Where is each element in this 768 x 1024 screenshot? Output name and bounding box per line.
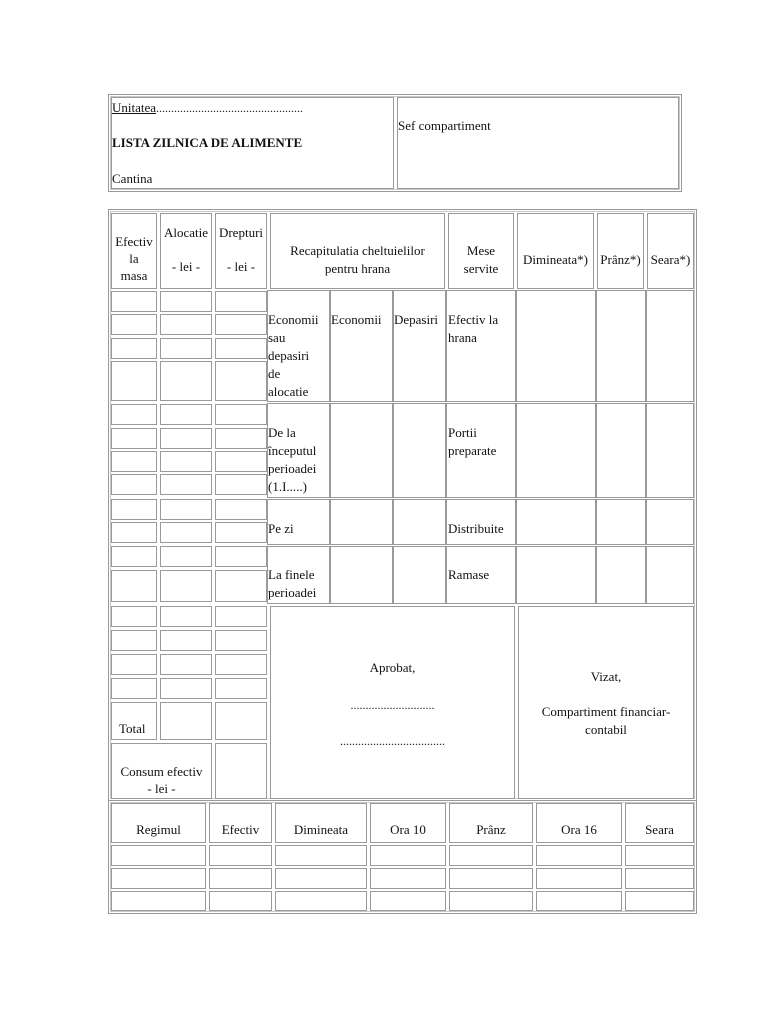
regim-cell <box>275 868 367 889</box>
recap-depasiri <box>393 290 446 402</box>
regim-header-label: Regimul <box>136 822 181 837</box>
grid-cell <box>111 291 157 312</box>
regim-cell <box>449 891 533 911</box>
grid-cell <box>215 291 267 312</box>
grid-cell <box>111 314 157 335</box>
recap-finele-text: La finele perioadei <box>268 567 317 600</box>
regim-cell <box>209 845 272 866</box>
th-efectiv-text: Efectiv la masa <box>115 234 153 283</box>
row2-dimineata <box>516 403 596 498</box>
regim-header-label: Prânz <box>476 822 506 837</box>
regim-cell <box>536 845 622 866</box>
recap-inceput-text: De la începutul perioadei (1.I.....) <box>268 425 317 494</box>
grid-cell <box>111 474 157 495</box>
th-pranz-text: Prânz*) <box>600 252 641 267</box>
row4-seara <box>646 546 694 604</box>
regim-cell <box>111 868 206 889</box>
row2-seara <box>646 403 694 498</box>
grid-cell <box>160 291 212 312</box>
recap-inceput-depasiri <box>393 403 446 498</box>
grid-cell <box>111 606 157 627</box>
regim-cell <box>370 868 446 889</box>
row3-seara <box>646 499 694 545</box>
row3-pranz <box>596 499 646 545</box>
regim-cell <box>370 845 446 866</box>
grid-cell <box>215 338 267 359</box>
regim-cell <box>209 891 272 911</box>
regim-cell <box>111 845 206 866</box>
grid-cell <box>215 678 267 699</box>
regim-header-label: Ora 10 <box>390 822 426 837</box>
grid-cell <box>160 606 212 627</box>
regim-header-label: Dimineata <box>293 822 349 837</box>
grid-cell <box>111 451 157 472</box>
grid-cell <box>160 654 212 675</box>
regim-cell <box>449 845 533 866</box>
th-recap-text: Recapitulatia cheltuielilor pentru hrana <box>290 243 425 276</box>
mese-portii-text: Portii preparate <box>448 425 497 458</box>
regim-header-label: Ora 16 <box>561 822 597 837</box>
mese-efectiv-hrana-text: Efectiv la hrana <box>448 312 499 345</box>
regim-cell <box>449 868 533 889</box>
vizat-label: Vizat, <box>590 669 622 684</box>
th-drepturi-text: Drepturi - lei - <box>218 225 264 274</box>
grid-cell <box>111 361 157 401</box>
grid-cell <box>111 546 157 567</box>
recap-finele-economii <box>330 546 393 604</box>
th-alocatie-text: Alocatie - lei - <box>163 225 209 274</box>
recap-economii-text: Economii <box>331 312 382 327</box>
grid-cell <box>160 522 212 543</box>
total-label: Total <box>119 721 146 736</box>
vizat-compartiment: Compartiment financiar- contabil <box>541 704 671 737</box>
consum-drepturi-cell <box>215 743 267 799</box>
recap-pezi-depasiri <box>393 499 446 545</box>
grid-cell <box>111 570 157 602</box>
regim-cell <box>536 891 622 911</box>
grid-cell <box>215 451 267 472</box>
total-alocatie-cell <box>160 702 212 740</box>
grid-cell <box>111 428 157 449</box>
grid-cell <box>215 546 267 567</box>
regim-cell <box>625 845 694 866</box>
row1-pranz <box>596 290 646 402</box>
grid-cell <box>215 428 267 449</box>
mese-distribuite-text: Distribuite <box>448 521 504 536</box>
mese-ramase-text: Ramase <box>448 567 490 582</box>
recap-pezi-text: Pe zi <box>268 521 294 536</box>
document-title: LISTA ZILNICA DE ALIMENTE <box>112 135 303 150</box>
recap-depasiri-text: Depasiri <box>394 312 439 327</box>
grid-cell <box>160 338 212 359</box>
cantina-label: Cantina <box>112 171 153 186</box>
grid-cell <box>215 499 267 520</box>
recap-economii <box>330 290 393 402</box>
grid-cell <box>160 451 212 472</box>
recap-finele-depasiri <box>393 546 446 604</box>
sef-compartiment-label: Sef compartiment <box>398 118 491 133</box>
row1-dimineata <box>516 290 596 402</box>
grid-cell <box>160 314 212 335</box>
grid-cell <box>215 404 267 425</box>
grid-cell <box>215 522 267 543</box>
recap-economii-sau-text: Economii sau depasiri de alocatie <box>268 312 319 399</box>
row4-pranz <box>596 546 646 604</box>
grid-cell <box>111 499 157 520</box>
regim-cell <box>111 891 206 911</box>
regim-cell <box>536 868 622 889</box>
regim-cell <box>625 868 694 889</box>
regim-cell <box>209 868 272 889</box>
grid-cell <box>215 570 267 602</box>
th-dimineata-text: Dimineata*) <box>523 252 588 267</box>
grid-cell <box>111 522 157 543</box>
regim-cell <box>625 891 694 911</box>
grid-cell <box>160 546 212 567</box>
regim-header-label: Efectiv <box>221 822 260 837</box>
grid-cell <box>160 474 212 495</box>
grid-cell <box>215 474 267 495</box>
regim-cell <box>275 845 367 866</box>
grid-cell <box>215 654 267 675</box>
grid-cell <box>111 630 157 651</box>
grid-cell <box>215 314 267 335</box>
grid-cell <box>111 404 157 425</box>
row1-seara <box>646 290 694 402</box>
regim-cell <box>275 891 367 911</box>
unitatea-label: Unitatea................................................. <box>112 100 304 115</box>
grid-cell <box>160 678 212 699</box>
aprobat-label: Aprobat, <box>369 660 416 675</box>
grid-cell <box>111 654 157 675</box>
aprobat-dots-1: ............................ <box>350 698 435 712</box>
grid-cell <box>215 630 267 651</box>
regim-cell <box>370 891 446 911</box>
total-drepturi-cell <box>215 702 267 740</box>
aprobat-dots-2: ................................... <box>340 734 445 748</box>
grid-cell <box>111 338 157 359</box>
grid-cell <box>215 361 267 401</box>
header-right-cell <box>397 97 679 189</box>
grid-cell <box>160 404 212 425</box>
grid-cell <box>160 630 212 651</box>
grid-cell <box>160 570 212 602</box>
recap-pezi-economii <box>330 499 393 545</box>
grid-cell <box>160 361 212 401</box>
th-mese-text: Mese servite <box>463 243 499 276</box>
th-seara-text: Seara*) <box>650 252 691 267</box>
recap-inceput-economii <box>330 403 393 498</box>
row4-dimineata <box>516 546 596 604</box>
grid-cell <box>160 499 212 520</box>
regim-header-label: Seara <box>645 822 674 837</box>
grid-cell <box>215 606 267 627</box>
consum-label: Consum efectiv - lei - <box>120 764 203 796</box>
row3-dimineata <box>516 499 596 545</box>
row2-pranz <box>596 403 646 498</box>
grid-cell <box>111 678 157 699</box>
grid-cell <box>160 428 212 449</box>
